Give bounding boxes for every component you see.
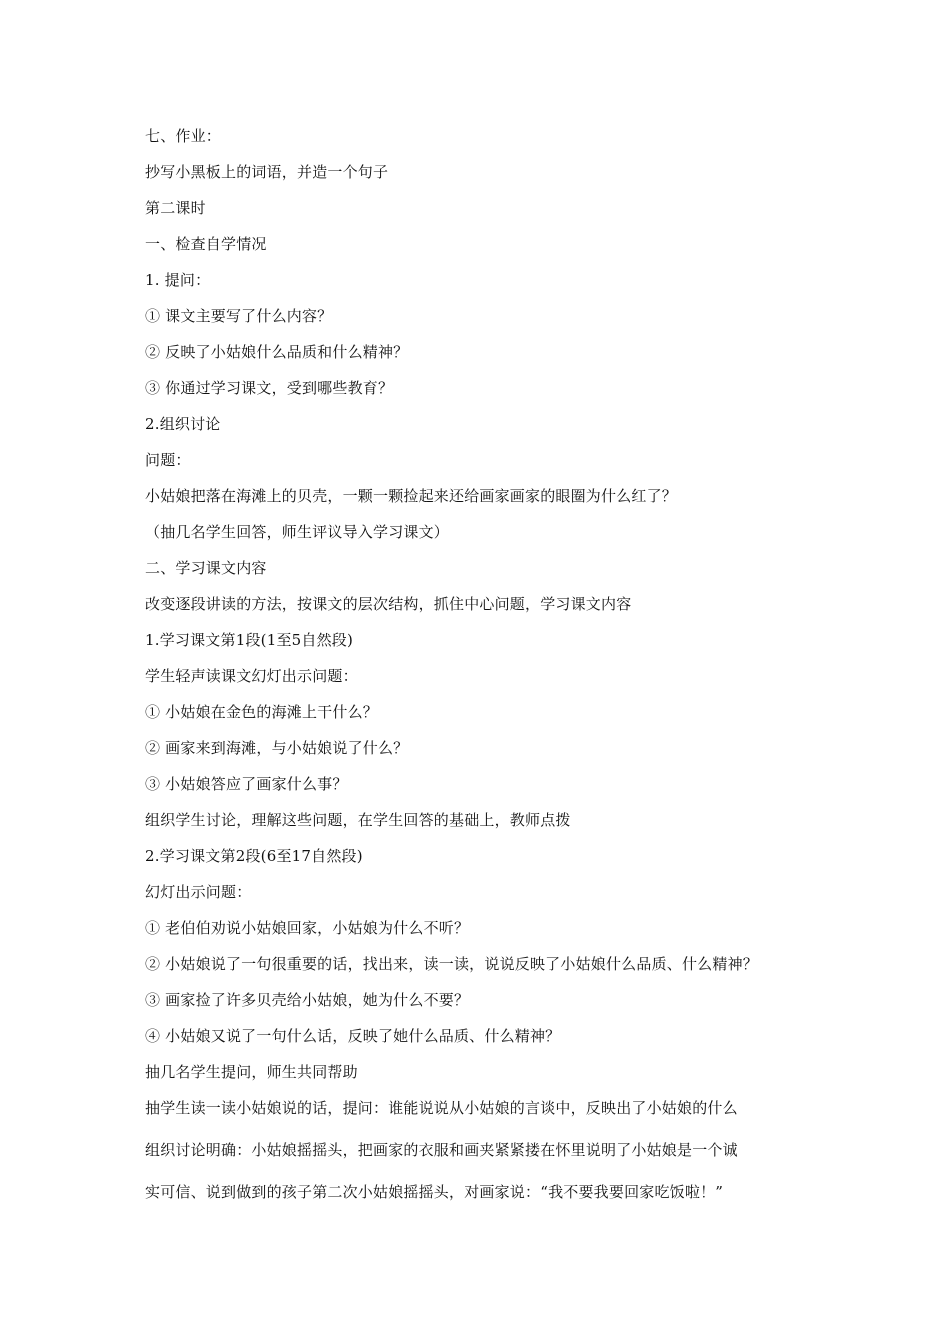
paragraph: 幻灯出示问题：	[145, 883, 252, 901]
paragraph: 抄写小黑板上的词语，并造一个句子	[145, 163, 389, 181]
paragraph: 改变逐段讲读的方法，按课文的层次结构，抓住中心问题，学习课文内容	[145, 595, 632, 613]
list-item: ④ 小姑娘又说了一句什么话，反映了她什么品质、什么精神？	[145, 1027, 561, 1045]
list-item: ③ 小姑娘答应了画家什么事？	[145, 775, 348, 793]
lesson-heading: 第二课时	[145, 199, 206, 217]
list-item: ② 画家来到海滩，与小姑娘说了什么？	[145, 739, 409, 757]
paragraph: 抽学生读一读小姑娘说的话，提问：谁能说说从小姑娘的言谈中，反映出了小姑娘的什么	[145, 1099, 738, 1117]
paragraph: 抽几名学生提问，师生共同帮助	[145, 1063, 358, 1081]
list-item: ① 小姑娘在金色的海滩上干什么？	[145, 703, 378, 721]
list-item: ② 小姑娘说了一句很重要的话，找出来，读一读，说说反映了小姑娘什么品质、什么精神？	[145, 955, 758, 973]
paragraph: 1. 提问：	[145, 271, 211, 289]
paragraph: 1.学习课文第1段(1至5自然段)	[145, 631, 354, 649]
list-item: ③ 你通过学习课文，受到哪些教育？	[145, 379, 394, 397]
paragraph: 2.学习课文第2段(6至17自然段)	[145, 847, 363, 865]
paragraph: 小姑娘把落在海滩上的贝壳，一颗一颗捡起来还给画家画家的眼圈为什么红了？	[145, 487, 678, 505]
list-item: ① 课文主要写了什么内容？	[145, 307, 333, 325]
paragraph: 问题：	[145, 451, 191, 469]
list-item: ③ 画家捡了许多贝壳给小姑娘，她为什么不要？	[145, 991, 470, 1009]
paragraph: 学生轻声读课文幻灯出示问题：	[145, 667, 358, 685]
section-heading: 二、学习课文内容	[145, 559, 267, 577]
paragraph: 2.组织讨论	[145, 415, 221, 433]
paragraph: 组织学生讨论，理解这些问题，在学生回答的基础上，教师点拨	[145, 811, 571, 829]
paragraph: 组织讨论明确：小姑娘摇摇头，把画家的衣服和画夹紧紧搂在怀里说明了小姑娘是一个诚	[145, 1141, 738, 1159]
paragraph: 实可信、说到做到的孩子第二次小姑娘摇摇头，对画家说：“我不要我要回家吃饭啦！”	[145, 1183, 724, 1201]
section-heading-homework: 七、作业：	[145, 127, 222, 145]
list-item: ② 反映了小姑娘什么品质和什么精神？	[145, 343, 409, 361]
paragraph: （抽几名学生回答，师生评议导入学习课文）	[145, 523, 450, 541]
section-heading: 一、检查自学情况	[145, 235, 267, 253]
list-item: ① 老伯伯劝说小姑娘回家，小姑娘为什么不听？	[145, 919, 470, 937]
